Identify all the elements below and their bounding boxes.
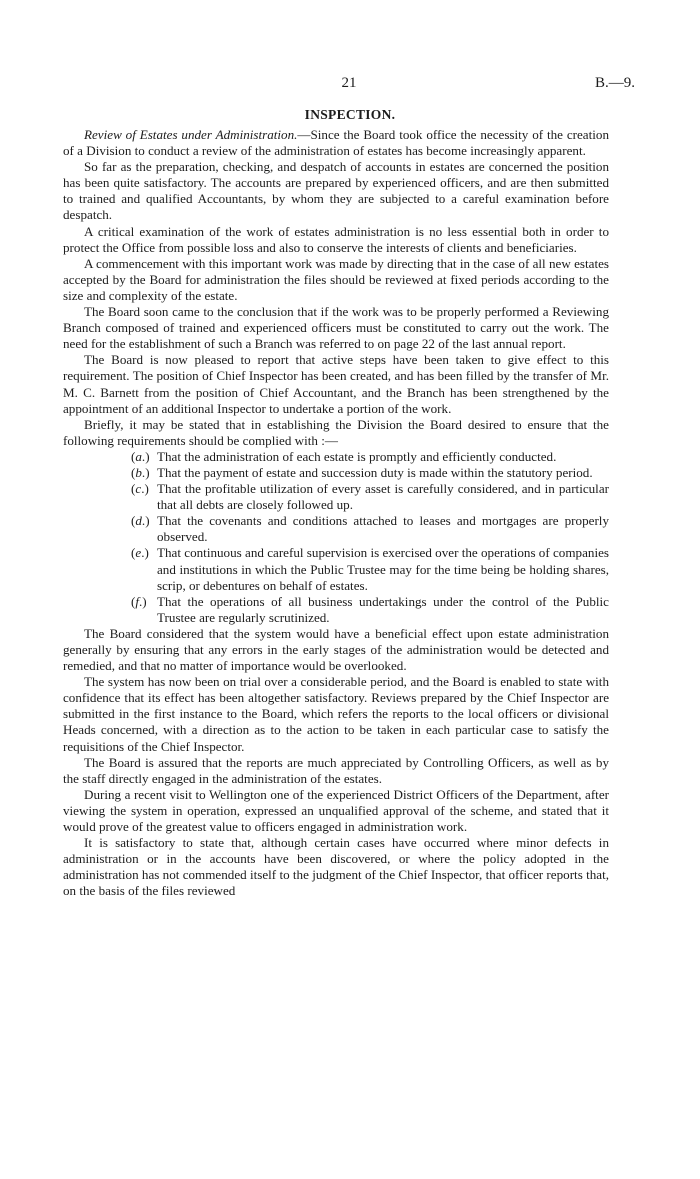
requirement-text: That the profitable utilization of every asset is carefully considered, and in particular that all debts are closely followed up.	[157, 481, 609, 513]
page-header	[63, 75, 635, 93]
paragraph: The Board soon came to the conclusion that if the work was to be properly performed a Reviewing Branch composed of trained and experienced officers must be constituted to carry out the work. The need for the establishment of such a Branch was referred to on page 22 of the last annual report.	[63, 304, 609, 352]
paragraph: A critical examination of the work of estates administration is no less essential both in order to protect the Office from possible loss and also to conserve the interests of clients and beneficiaries.	[63, 223, 609, 255]
requirement-text: That the payment of estate and succession duty is made within the statutory period.	[157, 464, 593, 480]
item-marker: (c.)	[131, 481, 149, 497]
paragraph: The Board is assured that the reports are much appreciated by Controlling Officers, as well as by the staff directly engaged in the administration of the estates.	[63, 754, 609, 786]
requirements-list	[63, 449, 609, 626]
document-reference: B.—9.	[594, 75, 635, 91]
requirement-item	[63, 545, 609, 593]
item-marker: (d.)	[131, 513, 150, 529]
requirement-item	[63, 481, 609, 513]
paragraph: The Board is now pleased to report that active steps have been taken to give effect to this requirement. The position of Chief Inspector has been created, and has been filled by the transfer of Mr. M. C. Barnett from the position of Chief Accountant, and the Branch has been strengthened by the appointment of an additional Inspector to undertake a portion of the work.	[63, 352, 609, 416]
paragraph: During a recent visit to Wellington one of the experienced District Officers of the Department, after viewing the system in operation, expressed an unqualified approval of the scheme, and stated that it would prove of the greatest value to officers engaged in administration work.	[63, 786, 609, 835]
paragraph: The system has now been on trial over a considerable period, and the Board is enabled to state with confidence that its effect has been altogether satisfactory. Reviews prepared by the Chief Inspector are submitted in the first instance to the Board, which refers the reports to the local officers or divisional Heads concerned, with a direction as to the action to be taken in each particular case to satisfy the requisitions of the Chief Inspector.	[63, 674, 609, 754]
requirement-text: That the covenants and conditions attached to leases and mortgages are properly observed.	[157, 513, 609, 545]
requirement-text: That continuous and careful supervision is exercised over the operations of companies and institutions in which the Public Trustee may for the time being be holding shares, scrip, or debentures on behalf of estates.	[157, 545, 609, 593]
item-marker: (f.)	[131, 593, 147, 609]
page-number: 21	[341, 75, 357, 91]
paragraph: A commencement with this important work was made by directing that in the case of all new estates accepted by the Board for administration the files should be reviewed at fixed periods according to the size and complexity of the estate.	[63, 255, 609, 303]
paragraph: Briefly, it may be stated that in establishing the Division the Board desired to ensure that the following requirements should be complied with :—	[63, 416, 609, 448]
item-marker: (b.)	[131, 464, 150, 480]
item-marker: (a.)	[131, 448, 150, 464]
intro-text: —Since the Board took office the necessity of the creation of a Division to conduct a review of the administration of estates has become increasingly apparent.	[63, 127, 609, 159]
requirement-item	[63, 465, 609, 481]
requirement-item	[63, 594, 609, 626]
requirement-text: That the operations of all business undertakings under the control of the Public Trustee are regularly scrutinized.	[157, 593, 609, 625]
item-marker: (e.)	[131, 545, 149, 561]
body-text	[63, 127, 609, 900]
paragraph: The Board considered that the system would have a beneficial effect upon estate administration generally by ensuring that any errors in the early stages of the administration would be detected and remedied, and that no matter of importance would be overlooked.	[63, 625, 609, 674]
paragraph: So far as the preparation, checking, and despatch of accounts in estates are concerned the position has been quite satisfactory. The accounts are prepared by experienced officers, and are then submitted to trained and qualified Accountants, by whom they are subjected to a careful examination before despatch.	[63, 159, 609, 223]
requirement-item	[63, 513, 609, 545]
requirement-text: That the administration of each estate is promptly and efficiently conducted.	[157, 448, 557, 464]
requirement-item	[63, 449, 609, 465]
paragraph: It is satisfactory to state that, although certain cases have occurred where minor defects in administration or in the accounts have been discovered, or where the policy adopted in the administration has not commended itself to the judgment of the Chief Inspector, that officer reports that, on the basis of the files reviewed	[63, 835, 609, 899]
paragraph-subheading: Review of Estates under Administration.	[84, 127, 298, 142]
section-title: INSPECTION.	[304, 107, 396, 122]
intro-paragraph	[63, 127, 609, 159]
